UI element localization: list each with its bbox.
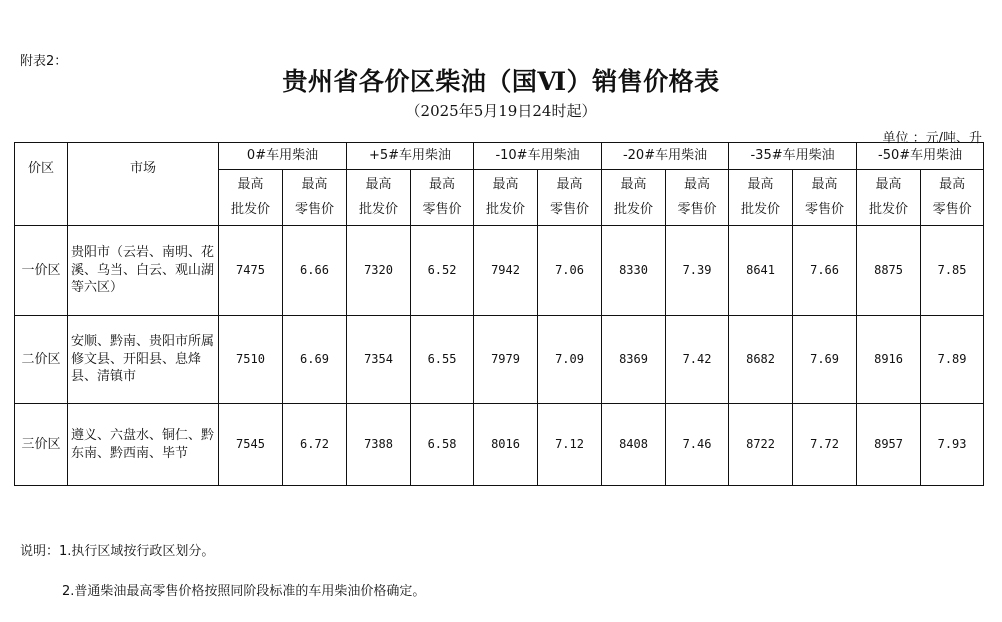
- wholesale-header-line1: 最高: [237, 176, 264, 192]
- retail-header-line1: 最高: [939, 176, 966, 192]
- retail-price: 7.69: [793, 316, 857, 404]
- retail-header-line1: 最高: [556, 176, 583, 192]
- note-2: 2.普通柴油最高零售价格按照同阶段标准的车用柴油价格确定。: [62, 584, 426, 599]
- retail-price: 7.66: [793, 226, 857, 316]
- wholesale-header-line1: 最高: [365, 176, 392, 192]
- wholesale-price: 7942: [474, 226, 538, 316]
- retail-header-line2: 零售价: [805, 201, 845, 217]
- table-row: [15, 404, 984, 486]
- wholesale-price: 8957: [857, 404, 921, 486]
- wholesale-header-line1: 最高: [875, 176, 902, 192]
- wholesale-price: 8408: [602, 404, 666, 486]
- wholesale-price: 8875: [857, 226, 921, 316]
- wholesale-price: 7354: [347, 316, 411, 404]
- retail-price: 6.55: [411, 316, 474, 404]
- effective-date: （2025年5月19日24时起）: [405, 102, 597, 120]
- wholesale-price: 8722: [729, 404, 793, 486]
- retail-header-line2: 零售价: [422, 201, 462, 217]
- zone-cell: 二价区: [15, 316, 68, 404]
- retail-header-line1: 最高: [301, 176, 328, 192]
- wholesale-price: 7320: [347, 226, 411, 316]
- wholesale-header-line1: 最高: [492, 176, 519, 192]
- wholesale-header: [219, 170, 283, 226]
- product-header: -35#车用柴油: [729, 143, 857, 170]
- table-row: [15, 316, 984, 404]
- retail-price: 7.46: [666, 404, 729, 486]
- wholesale-price: 8916: [857, 316, 921, 404]
- market-cell: 安顺、黔南、贵阳市所属修文县、开阳县、息烽县、清镇市: [68, 316, 219, 404]
- wholesale-price: 7545: [219, 404, 283, 486]
- wholesale-header-line2: 批发价: [359, 201, 399, 217]
- retail-price: 7.12: [538, 404, 602, 486]
- wholesale-price: 7979: [474, 316, 538, 404]
- zone-cell: 三价区: [15, 404, 68, 486]
- retail-header: [793, 170, 857, 226]
- wholesale-price: 8330: [602, 226, 666, 316]
- product-header: -10#车用柴油: [474, 143, 602, 170]
- retail-price: 7.72: [793, 404, 857, 486]
- retail-price: 7.89: [921, 316, 984, 404]
- header-row-products: [15, 143, 984, 170]
- zone-header: 价区: [15, 143, 68, 226]
- wholesale-header: [347, 170, 411, 226]
- wholesale-price: 7510: [219, 316, 283, 404]
- product-header: -20#车用柴油: [602, 143, 729, 170]
- table-row: [15, 226, 984, 316]
- retail-header-line1: 最高: [429, 176, 456, 192]
- wholesale-price: 7475: [219, 226, 283, 316]
- product-header: -50#车用柴油: [857, 143, 984, 170]
- wholesale-price: 8641: [729, 226, 793, 316]
- wholesale-price: 7388: [347, 404, 411, 486]
- retail-price: 7.42: [666, 316, 729, 404]
- annex-label: 附表2：: [20, 54, 68, 69]
- wholesale-price: 8016: [474, 404, 538, 486]
- retail-price: 7.09: [538, 316, 602, 404]
- wholesale-price: 8369: [602, 316, 666, 404]
- retail-header-line1: 最高: [811, 176, 838, 192]
- wholesale-header-line2: 批发价: [230, 201, 270, 217]
- wholesale-header-line2: 批发价: [614, 201, 654, 217]
- product-header: +5#车用柴油: [347, 143, 474, 170]
- wholesale-header-line2: 批发价: [741, 201, 781, 217]
- zone-cell: 一价区: [15, 226, 68, 316]
- market-cell: 贵阳市（云岩、南明、花溪、乌当、白云、观山湖等六区）: [68, 226, 219, 316]
- retail-header-line2: 零售价: [677, 201, 717, 217]
- price-table: [14, 142, 984, 486]
- market-cell: 遵义、六盘水、铜仁、黔东南、黔西南、毕节: [68, 404, 219, 486]
- retail-header-line2: 零售价: [295, 201, 335, 217]
- retail-header: [283, 170, 347, 226]
- retail-header: [666, 170, 729, 226]
- wholesale-header: [474, 170, 538, 226]
- wholesale-header: [729, 170, 793, 226]
- note-1: 说明：1.执行区域按行政区划分。: [20, 544, 215, 559]
- retail-header: [921, 170, 984, 226]
- retail-price: 7.93: [921, 404, 984, 486]
- wholesale-header-line1: 最高: [620, 176, 647, 192]
- retail-price: 6.66: [283, 226, 347, 316]
- wholesale-header-line2: 批发价: [486, 201, 526, 217]
- retail-price: 7.39: [666, 226, 729, 316]
- retail-header: [538, 170, 602, 226]
- wholesale-price: 8682: [729, 316, 793, 404]
- wholesale-header-line2: 批发价: [869, 201, 909, 217]
- page-title: 贵州省各价区柴油（国Ⅵ）销售价格表: [282, 67, 720, 96]
- retail-price: 7.85: [921, 226, 984, 316]
- wholesale-header-line1: 最高: [747, 176, 774, 192]
- retail-header-line2: 零售价: [932, 201, 972, 217]
- wholesale-header: [602, 170, 666, 226]
- retail-price: 6.72: [283, 404, 347, 486]
- retail-price: 6.58: [411, 404, 474, 486]
- retail-price: 6.52: [411, 226, 474, 316]
- retail-price: 7.06: [538, 226, 602, 316]
- unit-label: 单位 ：元/吨、升: [882, 131, 982, 146]
- wholesale-header: [857, 170, 921, 226]
- retail-header-line2: 零售价: [550, 201, 590, 217]
- product-header: 0#车用柴油: [219, 143, 347, 170]
- retail-price: 6.69: [283, 316, 347, 404]
- market-header: 市场: [68, 143, 219, 226]
- retail-header-line1: 最高: [684, 176, 711, 192]
- retail-header: [411, 170, 474, 226]
